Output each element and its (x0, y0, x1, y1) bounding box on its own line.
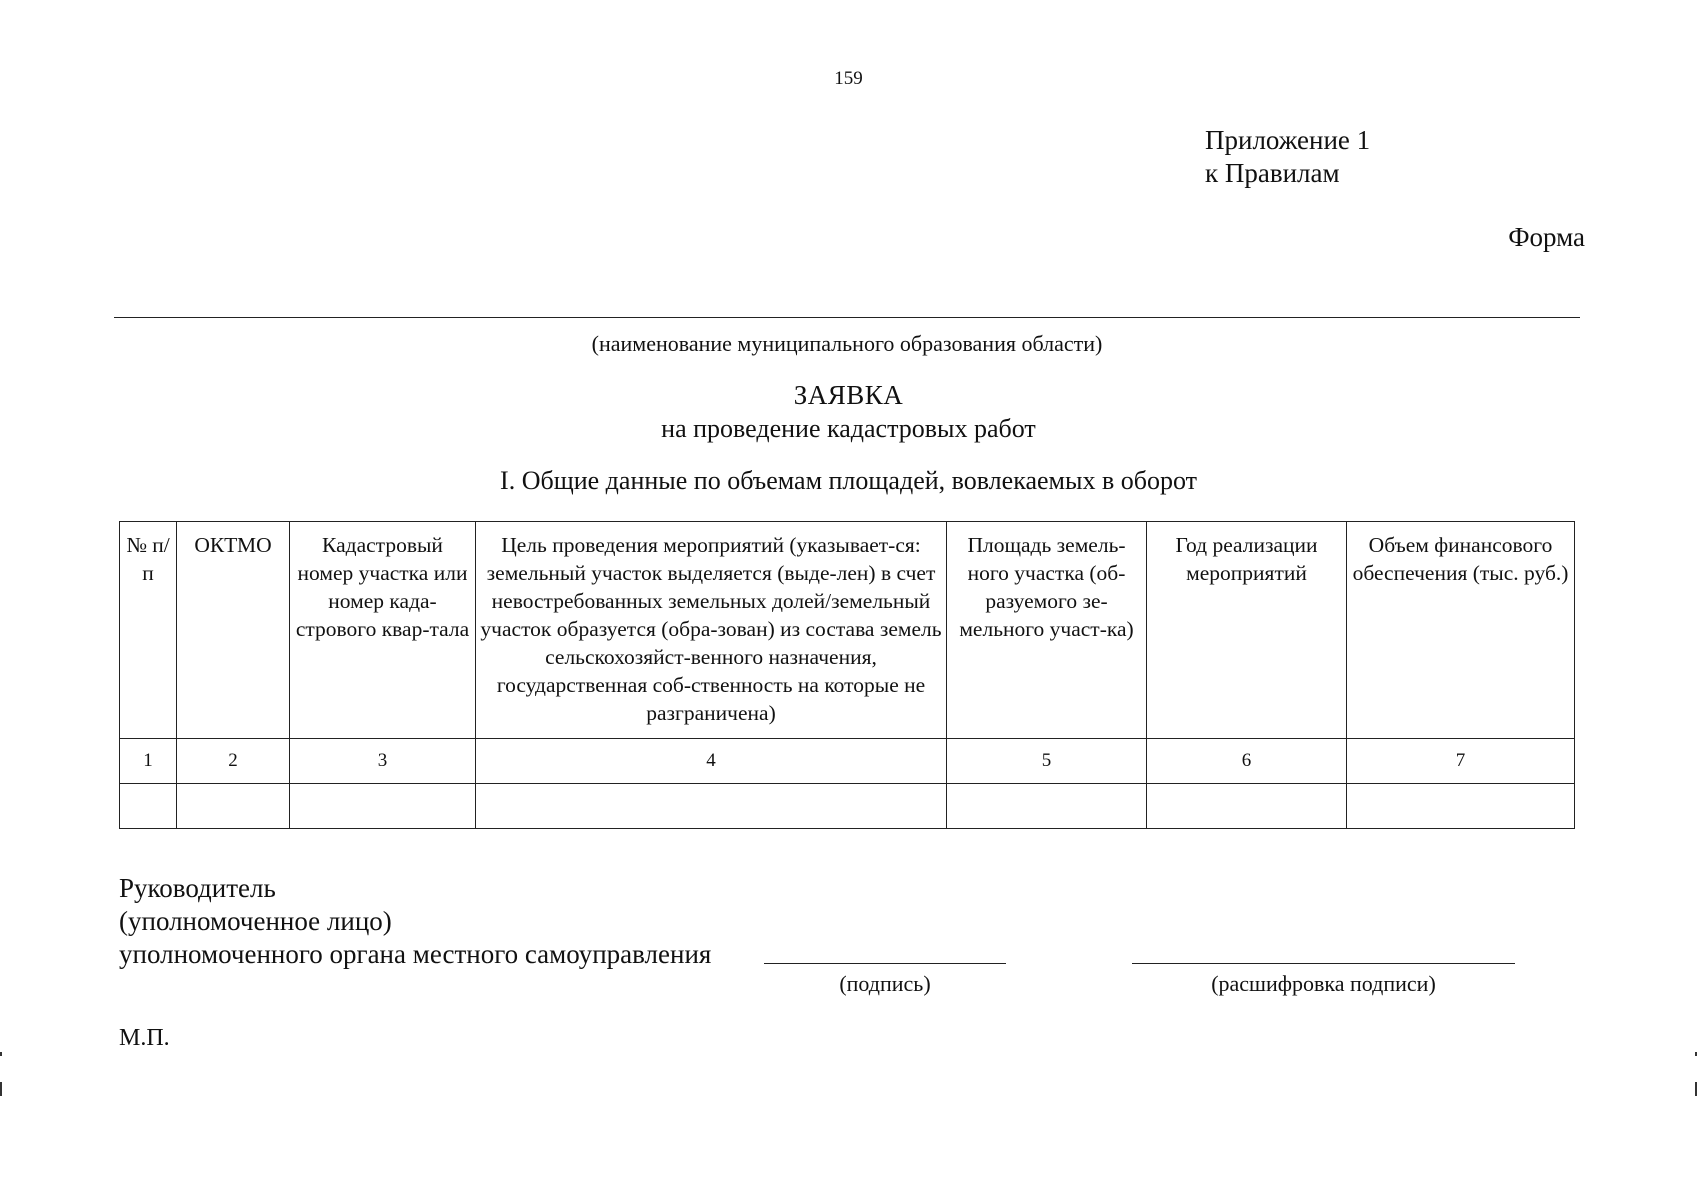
document-title: ЗАЯВКА (793, 380, 904, 410)
signature-decode-line[interactable] (1132, 963, 1515, 964)
header-cell-purpose: Цель проведения мероприятий (указывает-ся: земельный участок выделяется (выде-лен) в счет невостребованных земельных долей/земельный участок образуется (обра-зован) из состава земель сельскохозяйст-венного назначения, государственная соб-ственность на которые не разграничена) (476, 522, 947, 739)
table-cell-empty[interactable] (476, 784, 947, 829)
form-label: Форма (1508, 222, 1585, 252)
signer-line-1: Руководитель (119, 873, 276, 903)
signature-caption: (подпись) (839, 971, 931, 996)
column-number: 6 (1147, 739, 1347, 784)
table-cell-empty[interactable] (1147, 784, 1347, 829)
header-cell-funding: Объем финансового обеспечения (тыс. руб.) (1347, 522, 1575, 739)
header-cell-cadastral-number: Кадастровый номер участка или номер када-стрового квар-тала (290, 522, 476, 739)
table-header-row (120, 522, 1575, 739)
section-title: I. Общие данные по объемам площадей, вовлекаемых в оборот (500, 466, 1197, 495)
signer-line-2: (уполномоченное лицо) (119, 906, 392, 936)
table-row-empty (120, 784, 1575, 829)
table-cell-empty[interactable] (1347, 784, 1575, 829)
header-cell-area: Площадь земель-ного участка (об-разуемого зе-мельного участ-ка) (947, 522, 1147, 739)
header-cell-number: № п/п (120, 522, 177, 739)
signer-line-3: уполномоченного органа местного самоуправления (119, 939, 712, 969)
municipality-name-line (114, 317, 1580, 318)
signer-block (119, 872, 711, 971)
table-column-numbers-row (120, 739, 1575, 784)
column-number: 3 (290, 739, 476, 784)
table-cell-empty[interactable] (290, 784, 476, 829)
header-cell-year: Год реализации мероприятий (1147, 522, 1347, 739)
appendix-line-1: Приложение 1 (1205, 125, 1371, 155)
stamp-place-label: М.П. (119, 1025, 170, 1051)
table-cell-empty[interactable] (177, 784, 290, 829)
column-number: 1 (120, 739, 177, 784)
document-subtitle: на проведение кадастровых работ (661, 414, 1036, 443)
appendix-reference (1205, 124, 1370, 190)
municipality-caption: (наименование муниципального образования области) (591, 331, 1103, 356)
scan-edge-mark (0, 1082, 2, 1096)
column-number: 5 (947, 739, 1147, 784)
page-number: 159 (834, 68, 863, 89)
table-cell-empty[interactable] (947, 784, 1147, 829)
header-cell-oktmo: ОКТМО (177, 522, 290, 739)
column-number: 4 (476, 739, 947, 784)
table-cell-empty[interactable] (120, 784, 177, 829)
column-number: 7 (1347, 739, 1575, 784)
appendix-line-2: к Правилам (1205, 158, 1340, 188)
data-table (119, 521, 1575, 829)
column-number: 2 (177, 739, 290, 784)
signature-line[interactable] (764, 963, 1006, 964)
scan-edge-mark (0, 1052, 2, 1056)
signature-decode-caption: (расшифровка подписи) (1211, 971, 1436, 996)
